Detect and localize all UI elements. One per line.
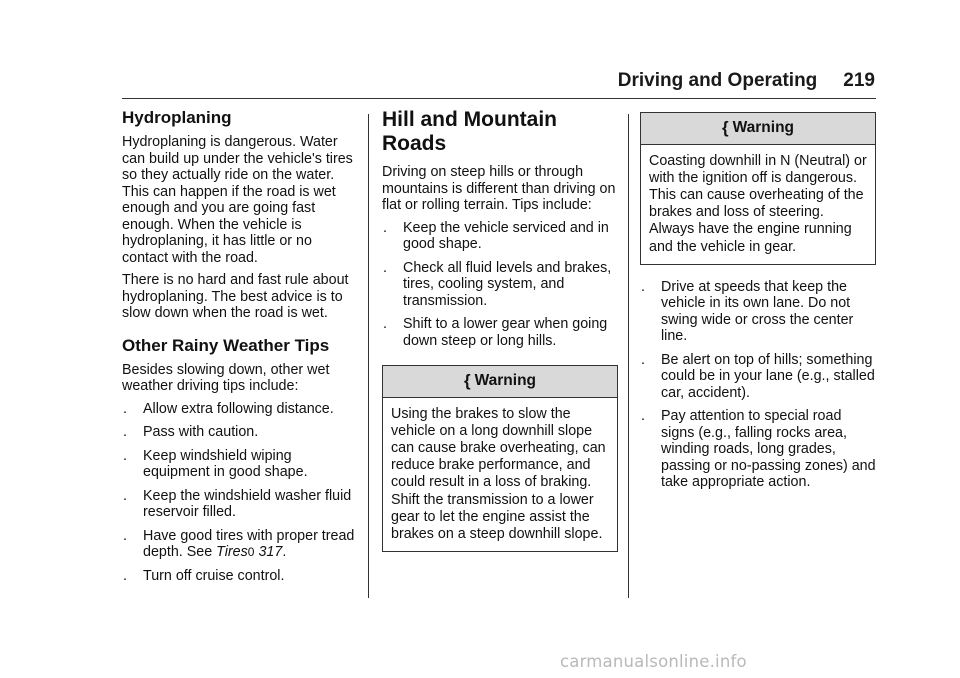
- paragraph: There is no hard and fast rule about hydroplaning. The best advice is to slow down when the road is wet.: [122, 272, 349, 321]
- hill-tips-list: [382, 220, 618, 350]
- column-right: [640, 108, 876, 498]
- warning-box-brakes: [382, 365, 618, 552]
- bullet: .: [123, 527, 127, 544]
- paragraph: Hydroplaning is dangerous. Water can build up under the vehicle's tires so they actually ride on the water. This can happen if the road is wet enough and you are going fast enough. When the vehicle is hydroplaning, it has little or no contact with the road.: [122, 134, 353, 266]
- hill-tips-list-continued: [640, 279, 876, 491]
- list-item: . Allow extra following distance.: [123, 400, 334, 417]
- header-rule: [122, 98, 876, 99]
- column-divider: [628, 114, 629, 598]
- warning-label: Warning: [732, 119, 795, 136]
- paragraph: Driving on steep hills or through mountains is different than driving on flat or rolling terrain. Tips include:: [382, 164, 616, 213]
- watermark: carmanualsonline.info: [560, 652, 747, 671]
- warning-box-coasting: [640, 112, 876, 265]
- list-item: . Have good tires with proper tread depth. See Tires0 317.: [123, 527, 355, 560]
- rainy-tips-list: [122, 401, 358, 585]
- bullet: .: [123, 447, 127, 464]
- column-left: [122, 108, 358, 591]
- column-middle: [382, 108, 618, 566]
- warning-header: [383, 366, 617, 398]
- rainy-tips-heading: Other Rainy Weather Tips: [122, 335, 330, 355]
- page-ref-icon: 0: [247, 545, 255, 559]
- bullet: .: [383, 219, 387, 236]
- warning-icon: {: [463, 371, 471, 390]
- list-item: . Shift to a lower gear when going down steep or long hills.: [383, 316, 608, 349]
- warning-text: Using the brakes to slow the vehicle on a long downhill slope can cause brake overheating, can reduce brake performance, and could result in a loss of braking. Shift the transmission to a lower gear to let the engine assist the brakes on a steep downhill slope.: [391, 405, 606, 542]
- running-header: [0, 70, 875, 92]
- page-number: 219: [843, 70, 875, 91]
- hydroplaning-heading: Hydroplaning: [122, 108, 232, 127]
- tires-page-ref[interactable]: 317: [258, 544, 283, 560]
- bullet: .: [123, 487, 127, 504]
- list-item: . Pay attention to special road signs (e.g., falling rocks area, winding roads, long grades, passing or no-passing zones) and take appropriate action.: [641, 408, 876, 491]
- list-item: . Turn off cruise control.: [123, 567, 285, 584]
- tires-link[interactable]: Tires: [216, 544, 248, 560]
- list-item: . Keep windshield wiping equipment in good shape.: [123, 447, 308, 480]
- warning-label: Warning: [474, 372, 537, 389]
- list-item: . Drive at speeds that keep the vehicle in its own lane. Do not swing wide or cross the center line.: [641, 278, 854, 345]
- bullet: .: [383, 316, 387, 332]
- bullet: .: [383, 259, 387, 276]
- list-item: . Keep the windshield washer fluid reservoir filled.: [123, 487, 352, 520]
- bullet: .: [641, 278, 645, 295]
- bullet: .: [123, 424, 127, 440]
- section-title: Driving and Operating: [617, 70, 818, 91]
- bullet: .: [123, 400, 127, 417]
- list-item: . Pass with caution.: [123, 424, 259, 440]
- warning-icon: {: [721, 118, 729, 137]
- bullet: .: [641, 408, 645, 425]
- paragraph: Besides slowing down, other wet weather driving tips include:: [122, 361, 330, 394]
- list-item: . Check all fluid levels and brakes, tires, cooling system, and transmission.: [383, 259, 612, 309]
- warning-header: [641, 113, 875, 145]
- bullet: .: [123, 567, 127, 584]
- column-divider: [368, 114, 369, 598]
- list-item: . Be alert on top of hills; something could be in your lane (e.g., stalled car, accident).: [641, 351, 875, 401]
- list-item: . Keep the vehicle serviced and in good shape.: [383, 219, 609, 252]
- warning-text: Coasting downhill in N (Neutral) or with the ignition off is dangerous. This can cause overheating of the brakes and loss of steering. Always have the engine running and the vehicle in gear.: [649, 152, 867, 255]
- hill-roads-heading: Hill and Mountain Roads: [382, 108, 557, 155]
- bullet: .: [641, 351, 645, 368]
